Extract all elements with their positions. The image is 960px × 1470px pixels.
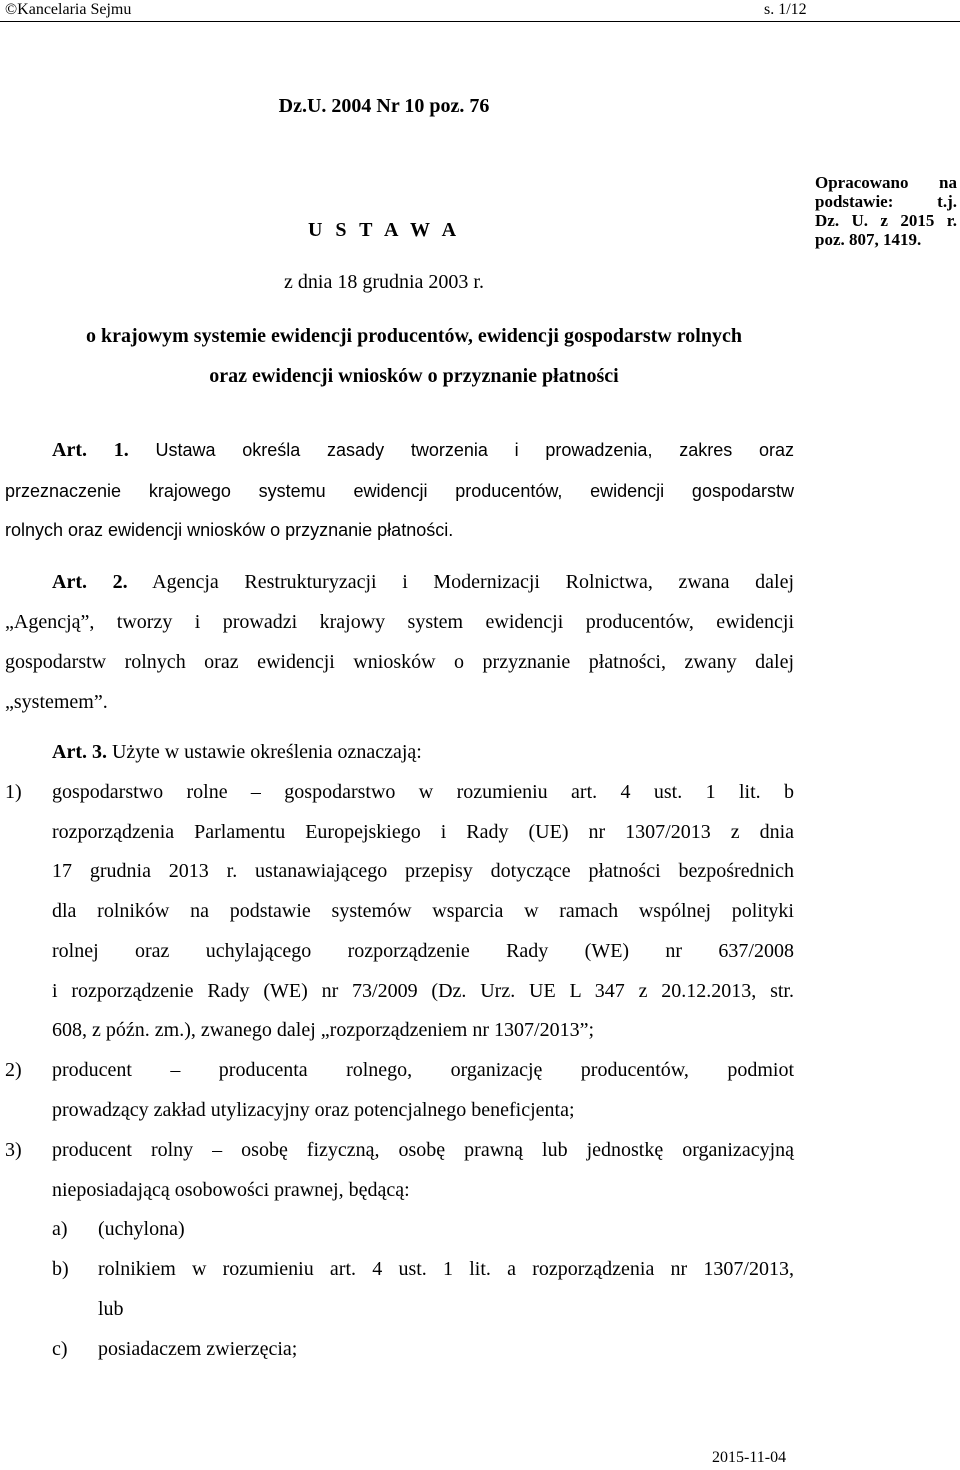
side-note-line: podstawie: t.j. <box>815 192 957 211</box>
side-note-line: Opracowano na <box>815 173 957 192</box>
art1-line-2: przeznaczenie krajowego systemu ewidencji producentów, ewidencji gospodarstw <box>5 481 794 501</box>
header-rule <box>0 21 960 22</box>
document-date: z dnia 18 grudnia 2003 r. <box>284 271 484 293</box>
item2-line-2: prowadzący zakład utylizacyjny oraz potencjalnego beneficjenta; <box>52 1099 575 1121</box>
document-type: U S T A W A <box>307 219 461 241</box>
art3-text: Użyte w ustawie określenia oznaczają: <box>111 741 422 763</box>
art2-text: Agencja Restrukturyzacji i Modernizacji Rolnictwa, zwana dalej <box>152 571 795 593</box>
side-note-line: poz. 807, 1419. <box>815 230 922 249</box>
item-number: 1) <box>5 781 22 803</box>
item1-line-7: 608, z późn. zm.), zwanego dalej „rozporządzeniem nr 1307/2013”; <box>52 1019 595 1041</box>
item1-line-1: gospodarstwo rolne – gospodarstwo w rozumieniu art. 4 ust. 1 lit. b <box>52 781 794 803</box>
subitem-b-line-2: lub <box>98 1298 124 1320</box>
side-note <box>815 173 957 249</box>
item1-line-2: rozporządzenia Parlamentu Europejskiego i Rady (UE) nr 1307/2013 z dnia <box>52 821 794 843</box>
item-number: 2) <box>5 1059 22 1081</box>
art1-label: Art. 1. <box>52 439 129 461</box>
subitem-c-text: posiadaczem zwierzęcia; <box>98 1338 298 1360</box>
subitem-letter: b) <box>52 1258 69 1280</box>
art3-intro <box>52 738 422 766</box>
header-page-number: s. 1/12 <box>764 1 807 18</box>
item3-line-2: nieposiadającą osobowości prawnej, będącą: <box>52 1179 410 1201</box>
item1-line-3: 17 grudnia 2013 r. ustanawiającego przepisy dotyczące płatności bezpośrednich <box>52 860 794 882</box>
art1-text: Ustawa określa zasady tworzenia i prowadzenia, zakres oraz <box>155 440 794 460</box>
item-number: 3) <box>5 1139 22 1161</box>
art2-label: Art. 2. <box>52 571 128 593</box>
art1-line-3: rolnych oraz ewidencji wniosków o przyznanie płatności. <box>5 520 454 540</box>
subitem-b-line-1: rolnikiem w rozumieniu art. 4 ust. 1 lit. a rozporządzenia nr 1307/2013, <box>98 1258 794 1280</box>
item1-line-6: i rozporządzenie Rady (WE) nr 73/2009 (Dz. Urz. UE L 347 z 20.12.2013, str. <box>52 980 794 1002</box>
art3-label: Art. 3. <box>52 741 107 763</box>
item1-line-4: dla rolników na podstawie systemów wsparcia w ramach wspólnej polityki <box>52 900 794 922</box>
art2-line-1 <box>52 568 794 596</box>
journal-reference: Dz.U. 2004 Nr 10 poz. 76 <box>278 95 490 117</box>
item1-line-5: rolnej oraz uchylającego rozporządzenie Rady (WE) nr 637/2008 <box>52 940 794 962</box>
art1-line-1 <box>52 436 794 464</box>
art2-line-4: „systemem”. <box>5 691 108 713</box>
item3-line-1: producent rolny – osobę fizyczną, osobę prawną lub jednostkę organizacyjną <box>52 1139 794 1161</box>
footer-date: 2015-11-04 <box>712 1449 787 1466</box>
art2-line-2: „Agencją”, tworzy i prowadzi krajowy system ewidencji producentów, ewidencji <box>5 611 794 633</box>
subitem-letter: c) <box>52 1338 68 1360</box>
subitem-letter: a) <box>52 1218 68 1240</box>
art2-line-3: gospodarstw rolnych oraz ewidencji wniosków o przyznanie płatności, zwany dalej <box>5 651 794 673</box>
subitem-a-text: (uchylona) <box>98 1218 185 1240</box>
document-title-line-2: oraz ewidencji wniosków o przyznanie płatności <box>209 365 619 387</box>
item2-line-1: producent – producenta rolnego, organizację producentów, podmiot <box>52 1059 794 1081</box>
header-copyright: ©Kancelaria Sejmu <box>5 1 132 18</box>
side-note-line: Dz. U. z 2015 r. <box>815 211 957 230</box>
document-title-line-1: o krajowym systemie ewidencji producentów, ewidencji gospodarstw rolnych <box>86 325 742 347</box>
